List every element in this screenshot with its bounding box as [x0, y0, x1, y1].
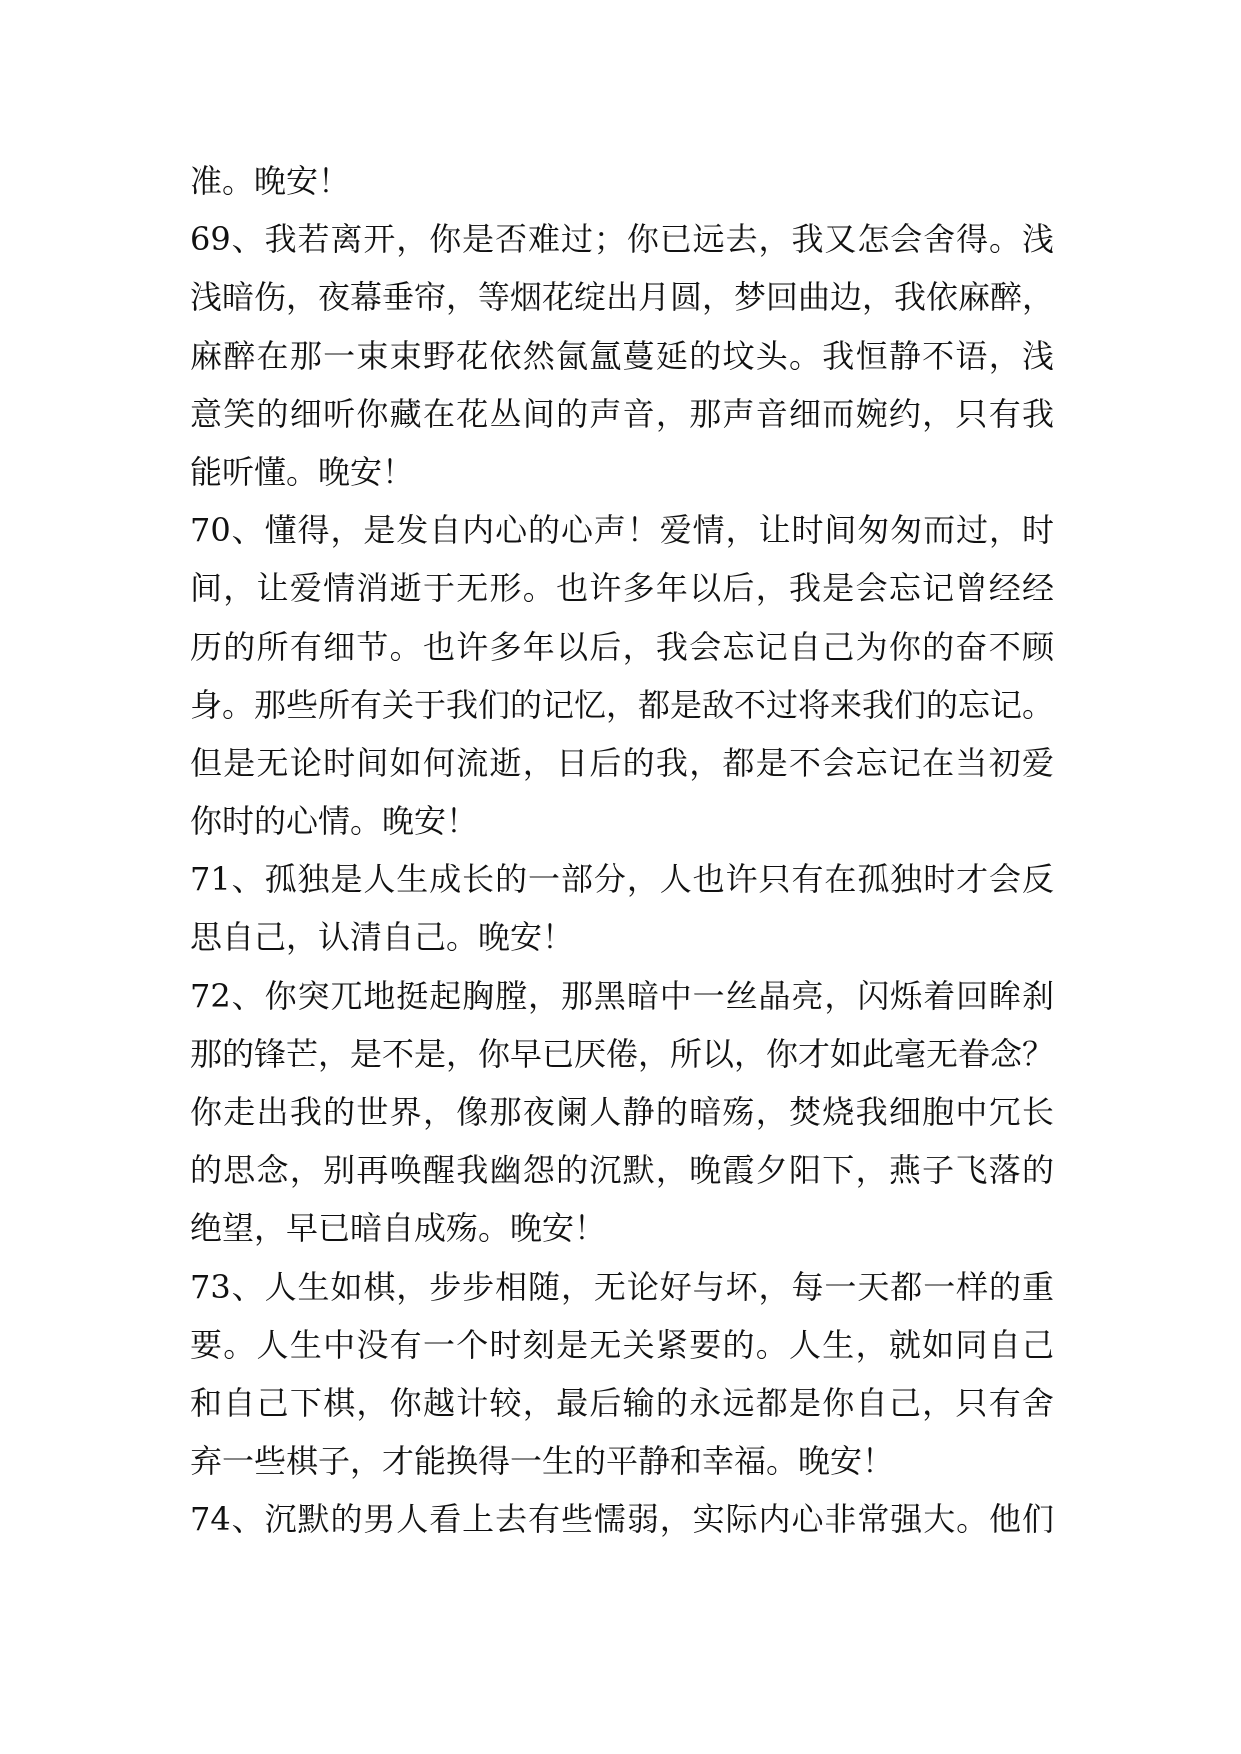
text-line: 69、我若离开，你是否难过；你已远去，我又怎会舍得。浅 [190, 220, 1054, 259]
text-line: 的思念，别再唤醒我幽怨的沉默，晚霞夕阳下，燕子飞落的 [190, 1151, 1054, 1190]
text-line: 74、沉默的男人看上去有些懦弱，实际内心非常强大。他们 [190, 1500, 1054, 1539]
text-line: 要。人生中没有一个时刻是无关紧要的。人生，就如同自己 [190, 1325, 1054, 1364]
text-line: 71、孤独是人生成长的一部分，人也许只有在孤独时才会反 [190, 860, 1054, 899]
text-line: 但是无论时间如何流逝，日后的我，都是不会忘记在当初爱 [190, 743, 1054, 782]
text-line: 准。晚安！ [190, 162, 351, 200]
text-line: 浅暗伤，夜幕垂帘，等烟花绽出月圆，梦回曲边，我依麻醉， [190, 278, 1055, 317]
text-line: 身。那些所有关于我们的记忆，都是敌不过将来我们的忘记。 [190, 685, 1055, 724]
text-line: 你时的心情。晚安！ [190, 802, 479, 841]
document-page [190, 152, 1054, 1549]
text-line: 70、懂得，是发自内心的心声！爱情，让时间匆匆而过，时 [190, 511, 1054, 550]
text-line: 和自己下棋，你越计较，最后输的永远都是你自己，只有舍 [190, 1383, 1054, 1422]
text-line: 你走出我的世界，像那夜阑人静的暗殇，焚烧我细胞中冗长 [190, 1093, 1054, 1131]
text-line: 思自己，认清自己。晚安！ [190, 918, 575, 957]
text-line: 历的所有细节。也许多年以后，我会忘记自己为你的奋不顾 [190, 627, 1054, 666]
text-line: 弃一些棋子，才能换得一生的平静和幸福。晚安！ [190, 1442, 895, 1481]
text-line: 能听懂。晚安！ [190, 452, 415, 491]
text-line: 麻醉在那一束束野花依然氤氲蔓延的坟头。我恒静不语，浅 [190, 336, 1054, 375]
text-line: 意笑的细听你藏在花丛间的声音，那声音细而婉约，只有我 [190, 394, 1054, 433]
text-line: 72、你突兀地挺起胸膛，那黑暗中一丝晶亮，闪烁着回眸刹 [190, 976, 1054, 1015]
text-line: 绝望，早已暗自成殇。晚安！ [190, 1209, 607, 1248]
text-line: 间，让爱情消逝于无形。也许多年以后，我是会忘记曾经经 [190, 569, 1054, 608]
text-line: 73、人生如棋，步步相随，无论好与坏，每一天都一样的重 [190, 1267, 1054, 1306]
text-line: 那的锋芒，是不是，你早已厌倦，所以，你才如此毫无眷念？ [190, 1034, 1055, 1073]
